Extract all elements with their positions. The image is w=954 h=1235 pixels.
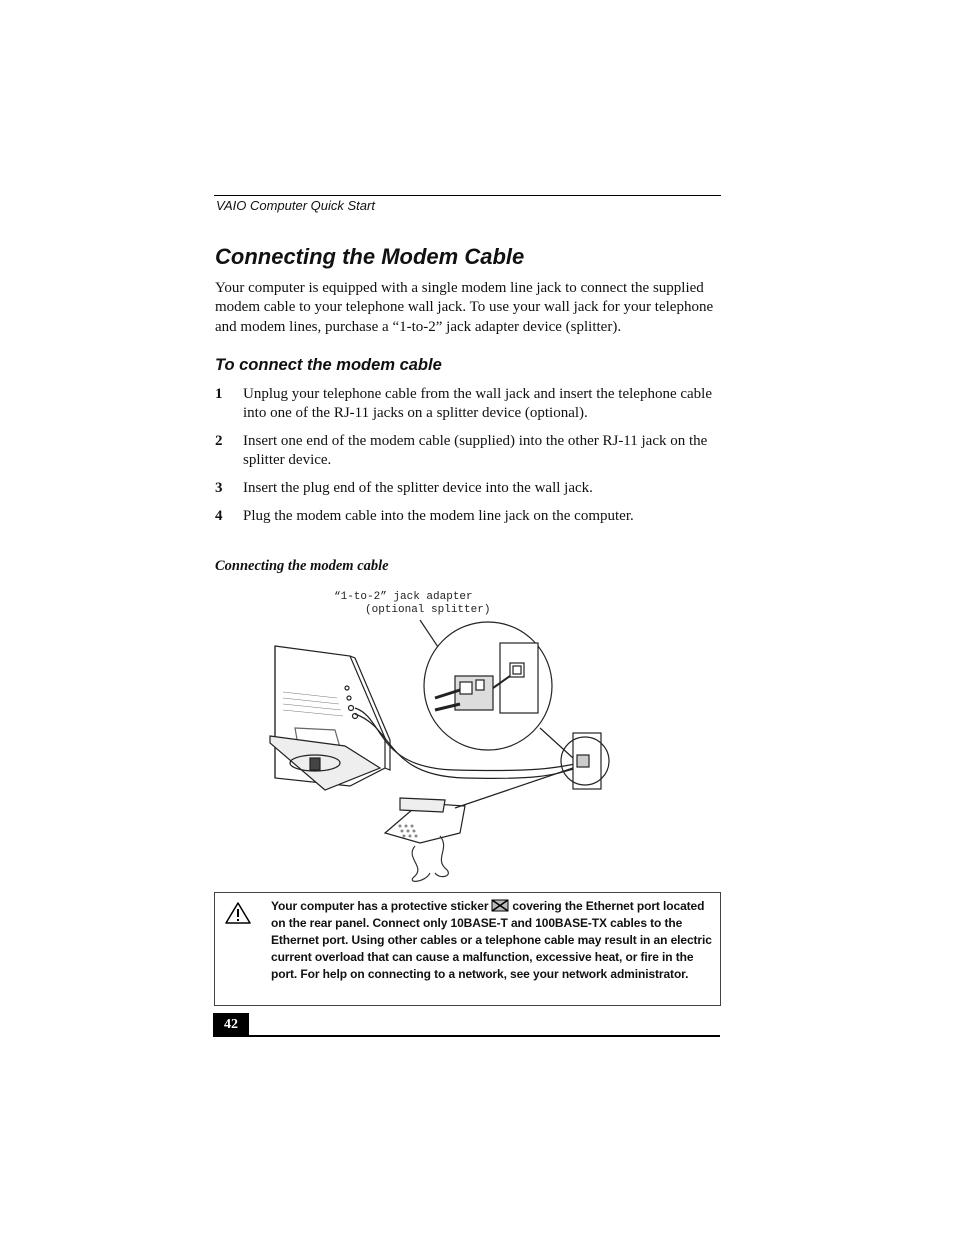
step-4 [215, 507, 725, 526]
telephone-illustration [385, 798, 465, 881]
warning-note-box [214, 892, 721, 1006]
step-number: 1 [215, 386, 223, 402]
step-2 [215, 432, 725, 471]
running-header: VAIO Computer Quick Start [216, 198, 375, 213]
phone-line-to-splitter [455, 768, 573, 808]
page-number: 42 [213, 1013, 249, 1037]
callout-label-line1: “1-to-2” jack adapter [334, 591, 473, 603]
modem-connection-illustration [255, 618, 615, 883]
step-1 [215, 385, 725, 424]
page-title: Connecting the Modem Cable [215, 244, 525, 269]
step-text: Plug the modem cable into the modem line jack on the computer. [243, 508, 634, 524]
step-number: 3 [215, 480, 223, 496]
ethernet-sticker-icon [491, 899, 509, 912]
warning-text-rest: covering the Ethernet port located on the rear panel. Connect only 10BASE-T and 100BASE-TX cables to the Ethernet port. Using other cables or a telephone cable may result in an electric current overload that can cause a malfunction, excessive heat, or fire in the port. For help on connecting to a network, see your network administrator. [271, 899, 712, 982]
intro-paragraph: Your computer is equipped with a single modem line jack to connect the supplied modem cable to your telephone wall jack. To use your wall jack for your telephone and modem lines, purchase a “1-to-2” jack adapter device (splitter). [215, 280, 714, 335]
warning-triangle-icon [225, 902, 251, 924]
step-number: 4 [215, 508, 223, 524]
step-number: 2 [215, 433, 223, 449]
footer-rule [213, 1035, 720, 1037]
step-text: Insert one end of the modem cable (supplied) into the other RJ-11 jack on the splitter device. [243, 433, 708, 469]
warning-text-start: Your computer has a protective sticker [271, 899, 489, 913]
warning-text [271, 898, 719, 983]
procedure-heading: To connect the modem cable [215, 356, 442, 374]
computer-illustration [270, 646, 390, 790]
callout-label-line2: (optional splitter) [365, 604, 491, 616]
step-text: Insert the plug end of the splitter device into the wall jack. [243, 480, 593, 496]
header-rule [214, 195, 721, 196]
step-text: Unplug your telephone cable from the wall jack and insert the telephone cable into one of the RJ-11 jacks on a splitter device (optional). [243, 386, 712, 422]
step-3 [215, 479, 725, 498]
figure-caption: Connecting the modem cable [215, 558, 389, 574]
